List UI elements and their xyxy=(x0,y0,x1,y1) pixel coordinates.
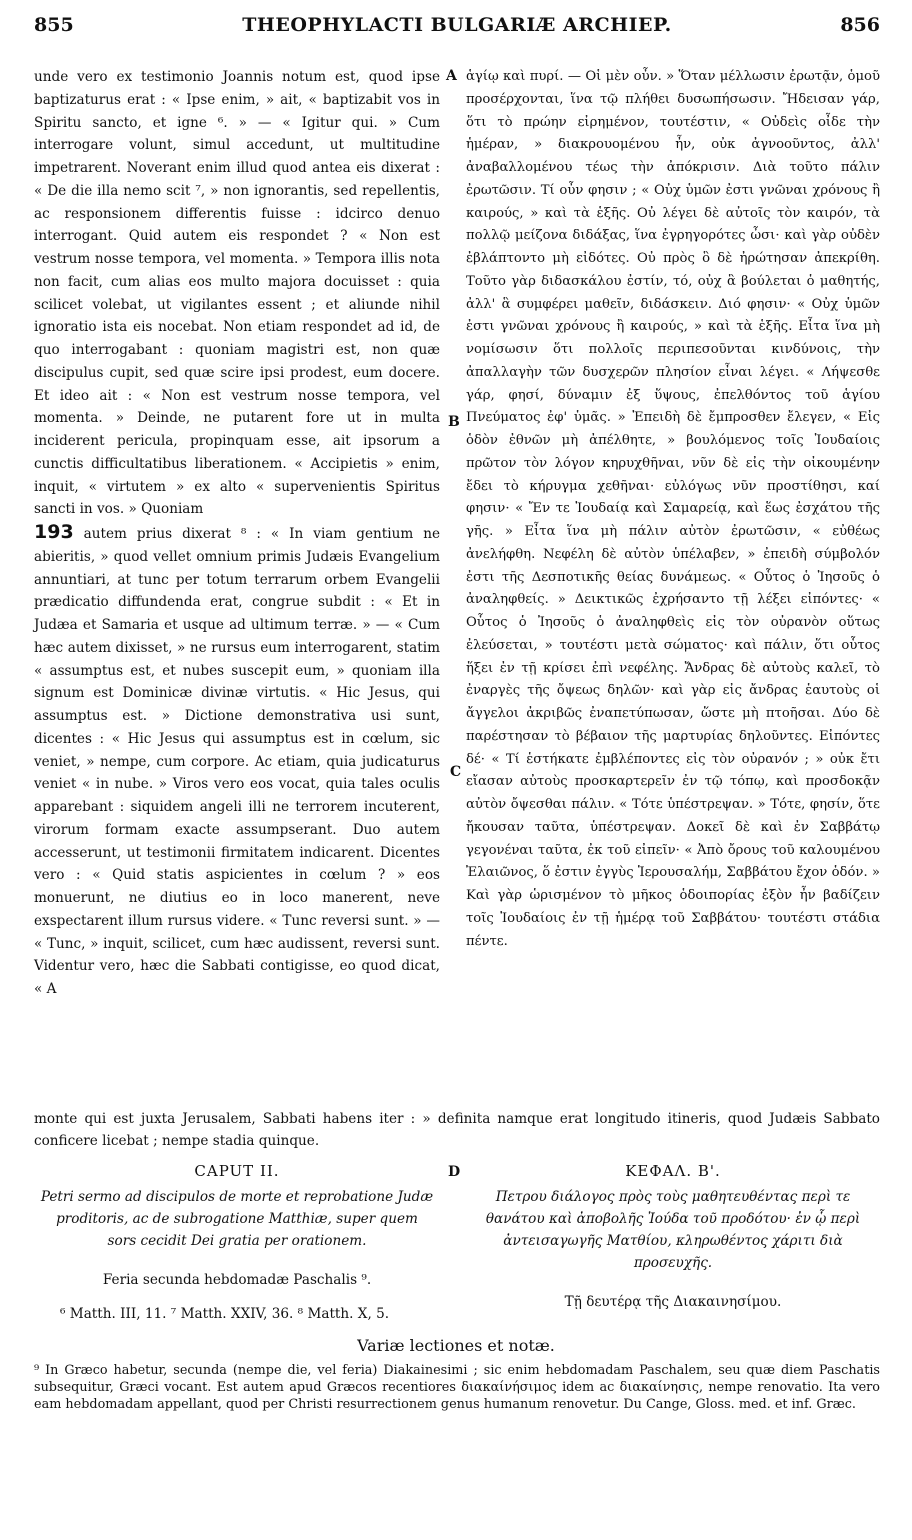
margin-letter-d: D xyxy=(448,1164,461,1180)
greek-column xyxy=(466,66,880,953)
chapter-latin xyxy=(34,1162,440,1288)
running-title: THEOPHYLACTI BULGARIÆ ARCHIEP. xyxy=(242,14,672,36)
margin-letter-c: C xyxy=(450,764,462,780)
page-number-right: 856 xyxy=(840,14,880,36)
chapter-summary-latin: Petri sermo ad discipulos de morte et reprobatione Judæ proditoris, ac de subrogatione Matthiæ, super quem sors cecidit Dei gratia per orationem. xyxy=(40,1189,434,1249)
feria-greek: Τῇ δευτέρᾳ τῆς Διακαινησίμου. xyxy=(564,1294,782,1310)
latin-column xyxy=(34,66,440,1001)
page-number-left: 855 xyxy=(34,14,74,36)
latin-paragraph-2-text: autem prius dixerat ⁸ : « In viam gentium ne abieritis, » quod vellet omnium primis Judæis Evangelium annuntiari, at tunc per totum terrarum orbem Evangelii prædicatio diffundenda erat, congrue subdit : « Et in Judæa et Samaria et usque ad ultimum terræ. » — « Cum hæc autem dixisset, » ne rursus eum interrogarent, statim « assumptus est, et nubes suscepit eum, » quoniam illa signum est Dominicæ divinæ virtutis. « Hic Jesus, qui assumptus est. » Dictione demonstrativa usi sunt, dicentes : « Hic Jesus qui assumptus est in cœlum, sic veniet, » nempe, cum corpore. Ac etiam, quia judicaturus veniet « in nube. » Viros vero eos vocat, quia tales oculis apparebant : siquidem angeli illi ne terrorem incuterent, virorum formam exacte assumpserant. Duo autem accesserunt, ut testimonii firmitatem indicarent. Dicentes vero : « Quid statis aspicientes in cœlum ? » eos monuerunt, ne diutius eo in loco manerent, neve exspectarent illum rursus videre. « Tunc reversi sunt. » — « Tunc, » inquit, scilicet, cum hæc audissent, reversi sunt. Videntur vero, hæc die Sabbati contigisse, eo quod dicat, « A xyxy=(34,526,440,997)
chapter-title-latin: CAPUT II. xyxy=(194,1162,280,1180)
closing-paragraph: monte qui est juxta Jerusalem, Sabbati habens iter : » definita namque erat longitudo itineris, quod Judæis Sabbato conficere licebat ; nempe stadia quinque. xyxy=(34,1111,880,1149)
chapter-title-greek: ΚΕΦΑΛ. Β'. xyxy=(625,1162,721,1180)
chapter-greek xyxy=(466,1162,880,1310)
margin-letter-b: B xyxy=(448,414,460,430)
variae-lectiones-title: Variæ lectiones et notæ. xyxy=(357,1336,555,1355)
feria-latin: Feria secunda hebdomadæ Paschalis ⁹. xyxy=(102,1272,372,1288)
variant-note: ⁹ In Græco habetur, secunda (nempe die, vel feria) Diakainesimi ; sic enim hebdomadam Paschalem, seu quæ diem Paschatis subsequitur, Græci vocant. Est autem apud Græcos recentiores διακαίνήσιμος idem ac διακαίνησις, nempe renovatio. Ita vero eam hebdomadam appellant, quod per Christi resurrectionem genus humanum renovetur. Du Cange, Gloss. med. et inf. Græc. xyxy=(34,1363,880,1412)
chapter-summary-greek: Πετρου διάλογος πρὸς τοὺς μαθητευθέντας περὶ τε θανάτου καὶ ἀποβολῆς Ἰούδα τοῦ προδότου· ἐν ᾧ περὶ ἀντεισαγωγῆς Ματθίου, κληρωθέντος χάριτι διὰ προσευχῆς. xyxy=(485,1189,861,1271)
latin-paragraph-1: unde vero ex testimonio Joannis notum est, quod ipse baptizaturus erat : « Ipse enim, » ait, « baptizabit vos in Spiritu sancto, et igne ⁶. » — « Igitur qui. » Cum interrogare volunt, simul accedunt, ut multitudine impetrarent. Noverant enim illud quod antea eis dixerat : « De die illa nemo scit ⁷, » non ignorantis, sed repellentis, ac responsionem differentis fuisse : idcirco denuo interrogant. Quid autem eis respondet ? « Non est vestrum nosse tempora, vel momenta. » Tempora illis nota non facit, cum alias eos multo majora docuisset : quia scilicet volebat, ut vigilantes essent ; et aliunde nihil ignoratio ista eis nocebat. Non etiam respondet ad id, de quo interrogabant : quoniam magistri est, non quæ discipulus cupit, sed quæ scire ipsi prodest, eum docere. Et ideo ait : « Non est vestrum nosse tempora, vel momenta. » Deinde, ne putarent fore ut in multa inciderent pericula, propinquam esse, ait ipsorum a cunctis difficultatibus liberationem. « Accipietis » enim, inquit, « virtutem » ex alto « supervenientis Spiritus sancti in vos. » Quoniam xyxy=(34,69,440,518)
running-header xyxy=(34,14,880,42)
folio-number: 193 xyxy=(34,521,74,543)
scripture-footnotes: ⁶ Matth. III, 11. ⁷ Matth. XXIV, 36. ⁸ Matth. X, 5. xyxy=(60,1306,390,1322)
latin-paragraph-2 xyxy=(34,521,440,1001)
greek-paragraph-1: ἁγίῳ καὶ πυρί. — Οἱ μὲν οὖν. » Ὅταν μέλλωσιν ἐρωτᾷν, ὁμοῦ προσέρχονται, ἵνα τῷ πλήθει δυσωπήσωσιν. Ἤδεισαν γάρ, ὅτι τὸ πρώην εἰρημένον, τουτέστιν, « Οὐδεὶς οἶδε τὴν ἡμέραν, » διακρουομένου ἦν, οὐκ ἀγνοοῦντος, ἀλλ' ἀναβαλλομένου τέως τὴν ἀπόκρισιν. Διὰ τοῦτο πάλιν ἐρωτῶσιν. Τί οὖν φησιν ; « Οὐχ ὑμῶν ἐστι γνῶναι χρόνους ἢ καιρούς, » καὶ τὰ ἑξῆς. Οὐ λέγει δὲ αὐτοῖς τὸν καιρόν, τὰ πολλῷ μείζονα διδάξας, ἵνα ἐγρηγορότες ὦσι· καὶ γὰρ οὐδὲν ἐβλάπτοντο μὴ εἰδότες. Οὐ πρὸς ὃ δὲ ἠρώτησαν ἀπεκρίθη. Τοῦτο γὰρ διδασκάλου ἐστίν, τό, οὐχ ἃ βούλεται ὁ μαθητής, ἀλλ' ἃ συμφέρει μαθεῖν, διδάσκειν. Διό φησιν· « Οὐχ ὑμῶν ἐστι γνῶναι χρόνους ἢ καιρούς, » καὶ τὰ ἑξῆς. Εἶτα ἵνα μὴ νομίσωσιν ὅτι πολλοῖς περιπεσοῦνται κινδύνοις, τὴν ἀπαλλαγὴν τῶν δυσχερῶν πλησίον εἶναι λέγει. « Λήψεσθε γάρ, φησί, δύναμιν ἐξ ὕψους, ἐπελθόντος τοῦ ἁγίου Πνεύματος ἐφ' ὑμᾶς. » Ἐπειδὴ δὲ ἔμπροσθεν ἔλεγεν, « Εἰς ὁδὸν ἐθνῶν μὴ ἀπέλθητε, » βουλόμενος τοῖς Ἰουδαίοις πρῶτον τὸν λόγον κηρυχθῆναι, νῦν δὲ εἰς τὴν οἰκουμένην ἔδει τὸ κήρυγμα χεθῆναι· εὐλόγως νῦν προστίθησι, καί φησιν· « Ἔν τε Ἰουδαίᾳ καὶ Σαμαρείᾳ, καὶ ἕως ἐσχάτου τῆς γῆς. » Εἶτα ἵνα μὴ πάλιν αὐτὸν ἐρωτῶσιν, « εὐθέως ἀνελήφθη. Νεφέλη δὲ αὐτὸν ὑπέλαβεν, » ἐπειδὴ σύμβολόν ἐστι τῆς Δεσποτικῆς θείας δυνάμεως. « Οὗτος ὁ Ἰησοῦς ὁ ἀναληφθείς. » Δεικτικῶς ἐχρήσαντο τῇ λέξει εἰπόντες· « Οὗτος ὁ Ἰησοῦς ὁ ἀναληφθεὶς εἰς τὸν οὐρανὸν οὕτως ἐλεύσεται, » τουτέστι μετὰ σώματος· καὶ πάλιν, ὅτι οὗτος ἥξει ἐν τῇ κρίσει ἐπὶ νεφέλης. Ἄνδρας δὲ αὐτοὺς καλεῖ, τὸ ἐναργὲς τῆς ὄψεως δηλῶν· καὶ γὰρ εἰς ἄνδρας ἑαυτοὺς οἱ ἄγγελοι ἀκριβῶς ἐναπετύπωσαν, ὥστε μὴ πτοῆσαι. Δύο δὲ παρέστησαν τὸ βέβαιον τῆς μαρτυρίας δηλοῦντες. Εἰπόντες δέ· « Τί ἑστήκατε ἐμβλέποντες εἰς τὸν οὐρανόν ; » οὐκ ἔτι εἴασαν αὐτοὺς προσκαρτερεῖν ἐν τῷ τόπῳ, καὶ προσδοκᾷν αὐτὸν ὄψεσθαι πάλιν. « Τότε ὑπέστρεψαν. » Τότε, φησίν, ὅτε ἤκουσαν ταῦτα, ὑπέστρεψαν. Δοκεῖ δὲ καὶ ἐν Σαββάτῳ γεγονέναι ταῦτα, ἐκ τοῦ εἰπεῖν· « Ἀπὸ ὄρους τοῦ καλουμένου Ἐλαιῶνος, ὅ ἐστιν ἐγγὺς Ἱερουσαλήμ, Σαββάτου ἔχον ὁδόν. » Καὶ γὰρ ὡρισμένον τὸ μῆκος ὁδοιπορίας ἐξὸν ἦν βαδίζειν τοῖς Ἰουδαίοις ἐν τῇ ἡμέρᾳ τοῦ Σαββάτου· τουτέστι στάδια πέντε. xyxy=(466,69,880,949)
margin-letter-a: A xyxy=(446,68,457,84)
